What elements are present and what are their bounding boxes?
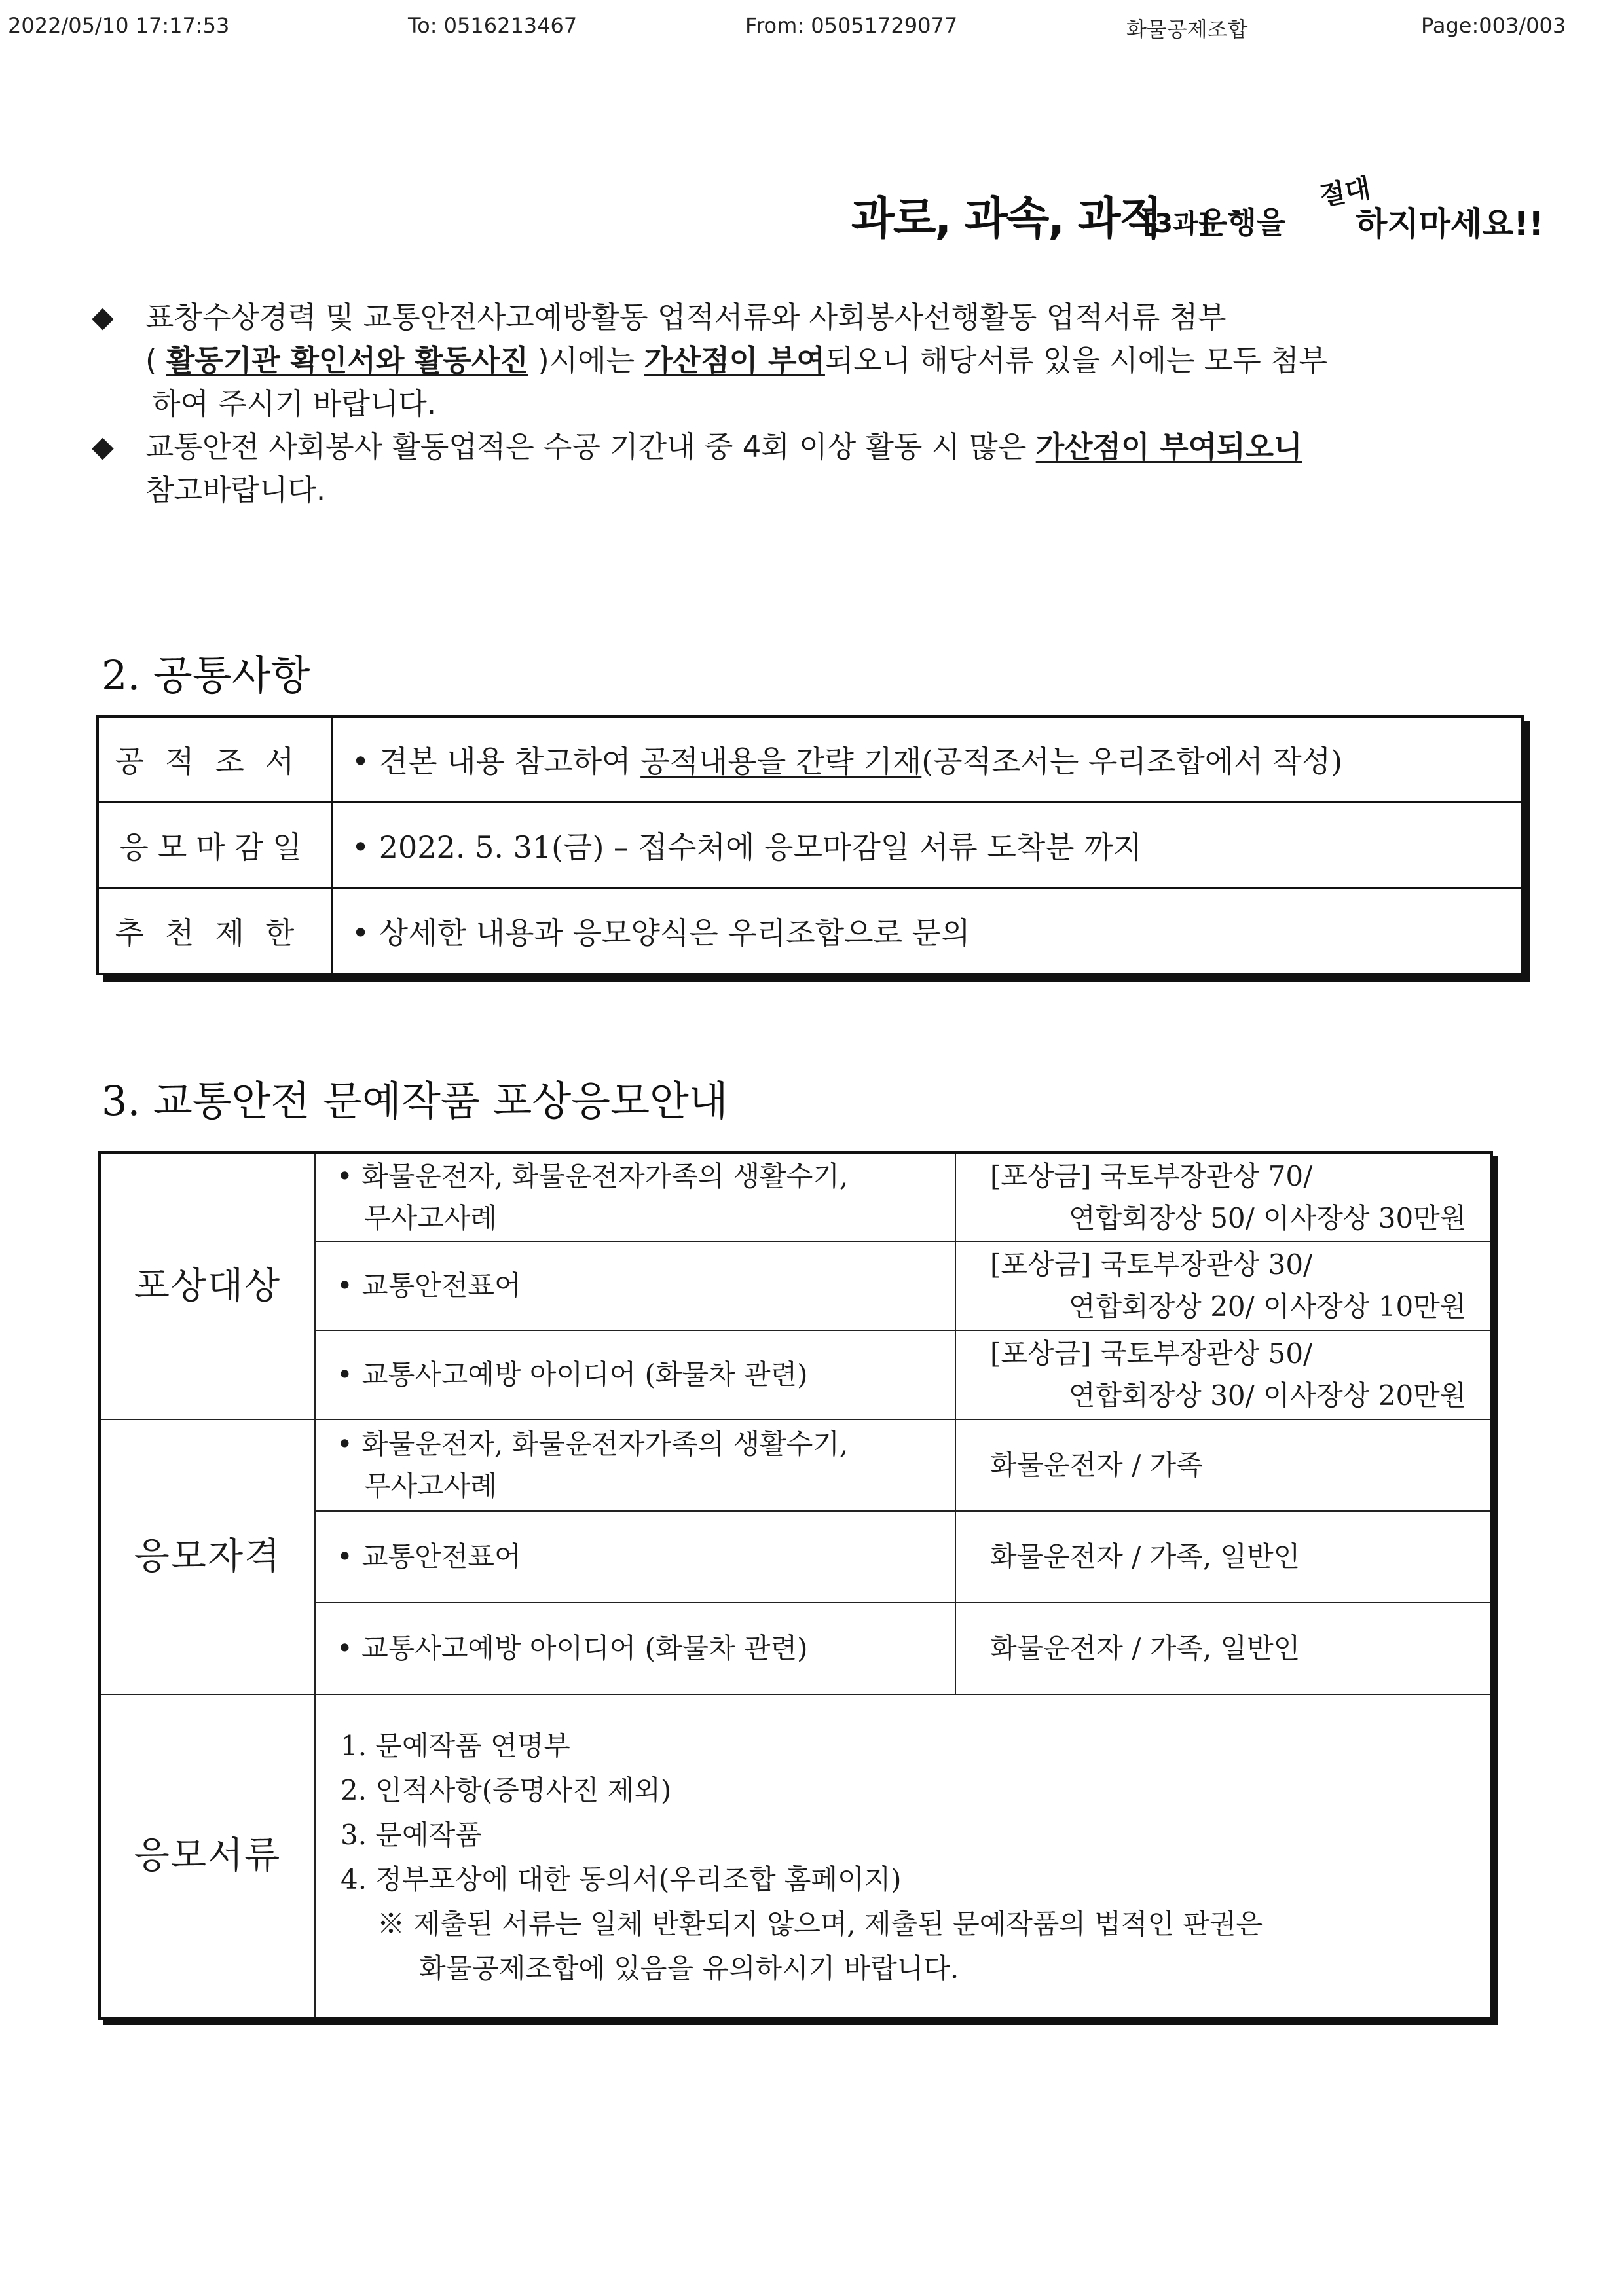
desc-line: • 화물운전자, 화물운전자가족의 생활수기, bbox=[337, 1159, 849, 1192]
amount-line: 연합회장상 30/ 이사장상 20만원 bbox=[1069, 1379, 1467, 1412]
award-desc: • 교통사고예방 아이디어 (화물차 관련) bbox=[315, 1330, 955, 1419]
notice-1-mid: )시에는 bbox=[538, 343, 635, 378]
notice-1-line3: 하여 주시기 바랍니다. bbox=[152, 386, 437, 421]
desc-line: 무사고사례 bbox=[364, 1201, 497, 1234]
slogan-mid: 운행을 bbox=[1198, 205, 1286, 240]
diamond-bullet-icon: ◆ bbox=[92, 430, 114, 464]
fax-company: 화물공제조합 bbox=[1126, 17, 1248, 42]
prize-info-table bbox=[98, 1151, 1493, 2020]
award-amount bbox=[955, 1330, 1492, 1419]
notice-2-line2: 참고바랍니다. bbox=[145, 473, 326, 507]
paren-open: ( bbox=[145, 343, 157, 378]
row-value-pre: • 견본 내용 참고하여 bbox=[352, 744, 631, 779]
award-desc: • 교통안전표어 bbox=[315, 1241, 955, 1330]
notice-2-line1 bbox=[145, 426, 1519, 469]
slogan-main: 과로, 과속, 과적 bbox=[851, 193, 1162, 245]
fax-to-number: To: 0516213467 bbox=[408, 13, 578, 38]
amount-line: 연합회장상 50/ 이사장상 30만원 bbox=[1069, 1201, 1467, 1234]
list-item: 1. 문예작품 연명부 bbox=[341, 1730, 570, 1762]
table-row bbox=[98, 888, 1522, 975]
table-row bbox=[98, 803, 1522, 888]
slogan-three: [3과] bbox=[1143, 209, 1211, 239]
notice-list bbox=[92, 296, 1519, 512]
notice-1-emph1: 활동기관 확인서와 활동사진 bbox=[166, 343, 528, 378]
row-value-emph: 공적내용을 간략 기재 bbox=[640, 744, 922, 779]
table-row bbox=[98, 716, 1522, 803]
row-label: 추천제한 bbox=[98, 888, 333, 975]
documents-label: 응모서류 bbox=[100, 1694, 315, 2018]
safety-slogan bbox=[845, 172, 1585, 244]
row-value bbox=[333, 716, 1523, 803]
row-value-post: (공적조서는 우리조합에서 작성) bbox=[921, 744, 1343, 779]
row-label: 공적조서 bbox=[98, 716, 333, 803]
diamond-bullet-icon: ◆ bbox=[92, 301, 114, 334]
amount-line: [포상금] 국토부장관상 70/ bbox=[990, 1159, 1313, 1192]
documents-note: 화물공제조합에 있음을 유의하시기 바랍니다. bbox=[419, 1952, 959, 1984]
documents-note: ※ 제출된 서류는 일체 반환되지 않으며, 제출된 문예작품의 법적인 판권은 bbox=[377, 1908, 1263, 1940]
notice-item-2 bbox=[92, 426, 1519, 512]
amount-line: 연합회장상 20/ 이사장상 10만원 bbox=[1069, 1290, 1467, 1322]
fax-page-number: Page:003/003 bbox=[1421, 13, 1566, 38]
notice-1-emph2: 가산점이 부여 bbox=[644, 343, 825, 378]
eligibility-who: 화물운전자 / 가족, 일반인 bbox=[955, 1511, 1492, 1603]
row-value: • 상세한 내용과 응모양식은 우리조합으로 문의 bbox=[333, 888, 1523, 975]
row-value: • 2022. 5. 31(금) – 접수처에 응모마감일 서류 도착분 까지 bbox=[333, 803, 1523, 888]
eligibility-desc: • 교통안전표어 bbox=[315, 1511, 955, 1603]
award-amount bbox=[955, 1241, 1492, 1330]
amount-line: [포상금] 국토부장관상 30/ bbox=[990, 1248, 1313, 1281]
row-label: 응모마감일 bbox=[98, 803, 333, 888]
eligibility-desc bbox=[315, 1419, 955, 1511]
fax-from-number: From: 05051729077 bbox=[745, 13, 958, 38]
desc-line: 무사고사례 bbox=[364, 1470, 497, 1502]
fax-header bbox=[0, 9, 1624, 48]
table-row bbox=[100, 1152, 1492, 1241]
award-label: 포상대상 bbox=[100, 1152, 315, 1419]
award-amount bbox=[955, 1152, 1492, 1241]
fax-timestamp: 2022/05/10 17:17:53 bbox=[8, 13, 230, 38]
desc-line: • 화물운전자, 화물운전자가족의 생활수기, bbox=[337, 1428, 849, 1460]
list-item: 3. 문예작품 bbox=[341, 1819, 482, 1851]
eligibility-desc: • 교통사고예방 아이디어 (화물차 관련) bbox=[315, 1603, 955, 1694]
eligibility-who: 화물운전자 / 가족, 일반인 bbox=[955, 1603, 1492, 1694]
section-3-title: 3. 교통안전 문예작품 포상응모안내 bbox=[101, 1077, 728, 1125]
amount-line: [포상금] 국토부장관상 50/ bbox=[990, 1338, 1313, 1370]
list-item: 2. 인적사항(증명사진 제외) bbox=[341, 1774, 672, 1806]
eligibility-label: 응모자격 bbox=[100, 1419, 315, 1694]
eligibility-who: 화물운전자 / 가족 bbox=[955, 1419, 1492, 1511]
notice-1-line2 bbox=[145, 339, 1519, 382]
slogan-end: 하지마세요!! bbox=[1356, 205, 1544, 243]
notice-item-1 bbox=[92, 296, 1519, 426]
common-items-table bbox=[96, 715, 1524, 975]
documents-list bbox=[315, 1694, 1492, 2018]
notice-2-text: 교통안전 사회봉사 활동업적은 수공 기간내 중 4회 이상 활동 시 많은 bbox=[145, 429, 1027, 464]
slogan-never: 절대 bbox=[1318, 173, 1373, 212]
notice-2-emph: 가산점이 부여되오니 bbox=[1035, 429, 1302, 464]
notice-1-line1: 표창수상경력 및 교통안전사고예방활동 업적서류와 사회봉사선행활동 업적서류 첨부 bbox=[145, 300, 1227, 335]
table-row bbox=[100, 1694, 1492, 2018]
award-desc bbox=[315, 1152, 955, 1241]
list-item: 4. 정부포상에 대한 동의서(우리조합 홈페이지) bbox=[341, 1863, 902, 1895]
table-row bbox=[100, 1419, 1492, 1511]
notice-1-tail: 되오니 해당서류 있을 시에는 모두 첨부 bbox=[824, 343, 1327, 378]
section-2-title: 2. 공통사항 bbox=[101, 651, 310, 699]
